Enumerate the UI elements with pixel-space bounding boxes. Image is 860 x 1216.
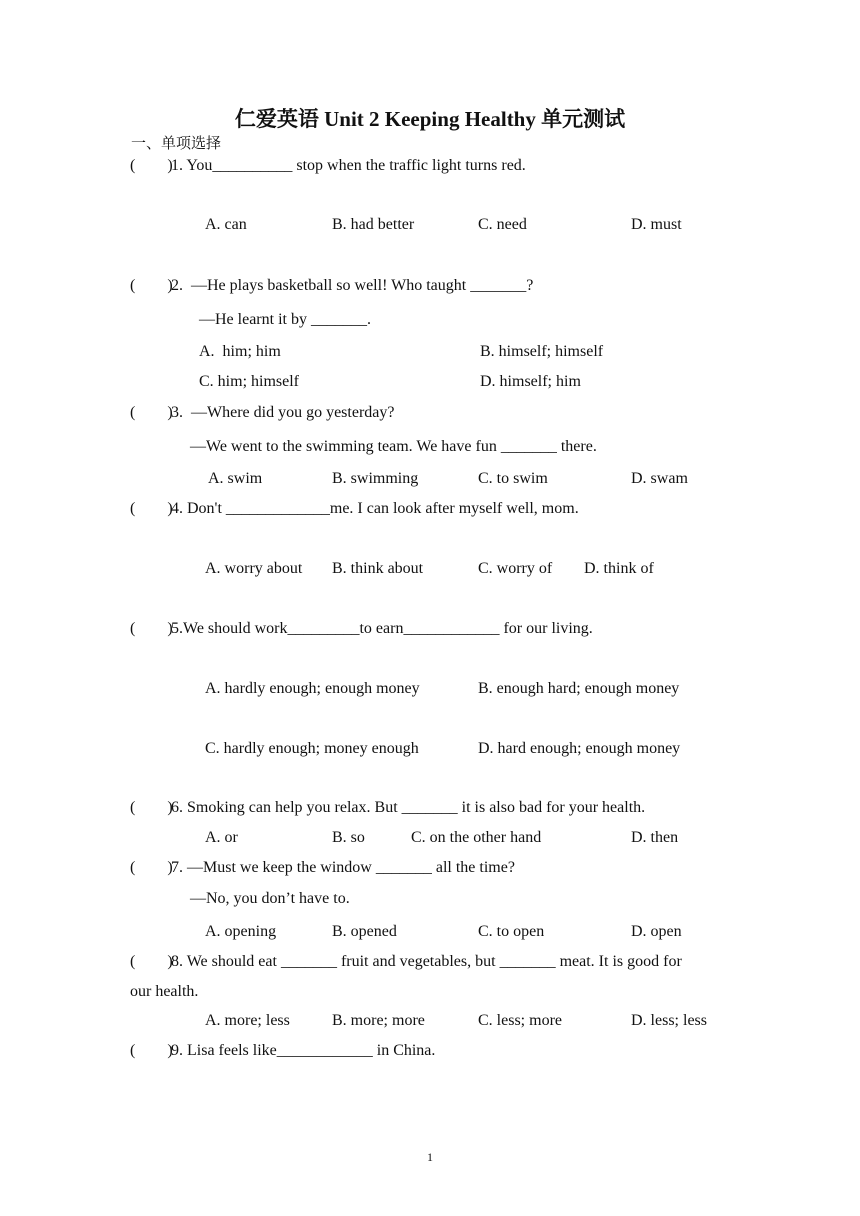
question-4-option-a: A. worry about — [205, 560, 303, 577]
question-1-option-d: D. must — [631, 216, 682, 233]
question-2-paren: ( ) — [130, 277, 173, 294]
question-6-option-d: D. then — [631, 829, 679, 846]
question-8-stem-line2: our health. — [130, 983, 199, 1000]
question-7-paren: ( ) — [130, 859, 173, 876]
question-7-option-d: D. open — [631, 923, 682, 940]
question-2-option-a: A. him; him — [199, 343, 281, 360]
question-6-stem: 6. Smoking can help you relax. But _______ it is also bad for your health. — [171, 799, 646, 816]
page-title: 仁爱英语 Unit 2 Keeping Healthy 单元测试 — [234, 107, 626, 131]
question-7-option-a: A. opening — [205, 923, 277, 940]
question-8-option-b: B. more; more — [332, 1012, 425, 1029]
question-5-paren: ( ) — [130, 620, 173, 637]
question-3-stem-line2: —We went to the swimming team. We have fun _______ there. — [190, 438, 597, 455]
question-6-option-c: C. on the other hand — [411, 829, 542, 846]
question-2-option-b: B. himself; himself — [480, 343, 604, 360]
question-3-stem: 3. —Where did you go yesterday? — [171, 404, 395, 421]
question-2-stem-line2: —He learnt it by _______. — [199, 311, 371, 328]
question-2-option-c: C. him; himself — [199, 373, 299, 390]
question-7-option-c: C. to open — [478, 923, 545, 940]
question-1-paren: ( ) — [130, 157, 173, 174]
question-1-option-a: A. can — [205, 216, 247, 233]
question-4-paren: ( ) — [130, 500, 173, 517]
question-5-stem: 5.We should work_________to earn____________ for our living. — [171, 620, 593, 637]
question-8-paren: ( ) — [130, 953, 173, 970]
question-1-option-c: C. need — [478, 216, 527, 233]
question-4-stem: 4. Don't _____________me. I can look after myself well, mom. — [171, 500, 579, 517]
question-7-stem-line2: —No, you don’t have to. — [190, 890, 350, 907]
question-3-option-b: B. swimming — [332, 470, 419, 487]
question-6-option-b: B. so — [332, 829, 365, 846]
question-7-option-b: B. opened — [332, 923, 397, 940]
question-3-option-c: C. to swim — [478, 470, 548, 487]
question-2-option-d: D. himself; him — [480, 373, 581, 390]
question-1-stem: 1. You__________ stop when the traffic light turns red. — [171, 157, 526, 174]
question-5-option-d: D. hard enough; enough money — [478, 740, 681, 757]
question-5-option-a: A. hardly enough; enough money — [205, 680, 420, 697]
question-8-option-a: A. more; less — [205, 1012, 290, 1029]
question-6-option-a: A. or — [205, 829, 238, 846]
question-4-option-d: D. think of — [584, 560, 654, 577]
question-9-paren: ( ) — [130, 1042, 173, 1059]
question-1-option-b: B. had better — [332, 216, 415, 233]
question-8-option-d: D. less; less — [631, 1012, 707, 1029]
question-3-paren: ( ) — [130, 404, 173, 421]
question-9-stem: 9. Lisa feels like____________ in China. — [171, 1042, 436, 1059]
question-3-option-d: D. swam — [631, 470, 688, 487]
question-2-stem: 2. —He plays basketball so well! Who taught _______? — [171, 277, 534, 294]
question-8-option-c: C. less; more — [478, 1012, 562, 1029]
question-5-option-b: B. enough hard; enough money — [478, 680, 680, 697]
question-4-option-b: B. think about — [332, 560, 424, 577]
question-6-paren: ( ) — [130, 799, 173, 816]
question-5-option-c: C. hardly enough; money enough — [205, 740, 419, 757]
question-4-option-c: C. worry of — [478, 560, 553, 577]
question-3-option-a: A. swim — [208, 470, 263, 487]
page-number: 1 — [427, 1150, 433, 1164]
section-heading: 一、单项选择 — [131, 134, 222, 152]
question-7-stem: 7. —Must we keep the window _______ all the time? — [171, 859, 515, 876]
question-8-stem: 8. We should eat _______ fruit and vegetables, but _______ meat. It is good for — [171, 953, 682, 970]
